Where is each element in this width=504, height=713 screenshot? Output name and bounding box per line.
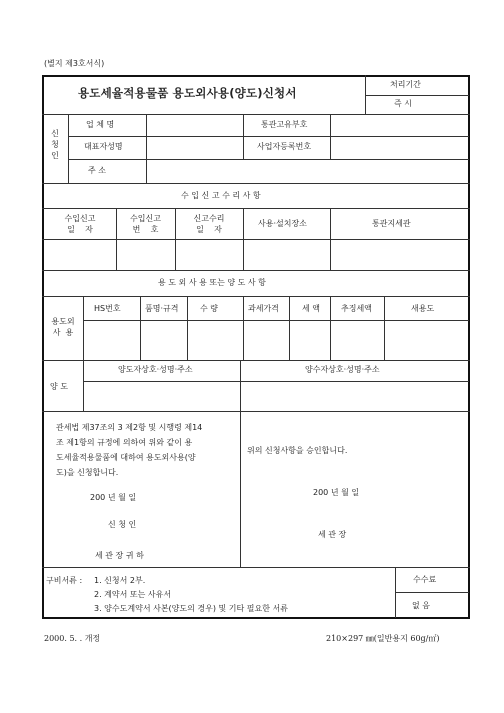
acceptance-date-header: 신고수리 일 자 — [193, 214, 225, 234]
usage-label-divider — [83, 296, 84, 411]
customs-code-label: 통관고유부호 — [261, 120, 308, 129]
processing-period-value: 즉 시 — [394, 99, 412, 108]
form-number: (별지 제3호서식) — [44, 59, 105, 68]
attachment-item-1: 1. 신청서 2부. — [94, 576, 146, 585]
applicant-col-divider-1 — [146, 114, 147, 183]
usage-col-divider-1 — [140, 296, 141, 360]
import-date-header: 수입신고 일 자 — [64, 214, 96, 234]
company-name-label: 업 체 명 — [86, 120, 115, 129]
paper-spec: 210×297 ㎜(일반용지 60g/㎡) — [326, 634, 440, 643]
applicant-label: 신 청 인 — [51, 129, 59, 160]
quantity-header: 수 량 — [200, 304, 218, 313]
usage-col-divider-5 — [330, 296, 331, 360]
usage-col-divider-4 — [289, 296, 290, 360]
transfer-head-line — [83, 381, 469, 382]
declaration-divider — [240, 411, 241, 567]
applicant-label-divider — [68, 114, 69, 183]
transferee-header: 양수자상호·성명·주소 — [305, 365, 380, 374]
import-colhead-line — [42, 239, 470, 240]
applicant-signature-label: 신 청 인 — [108, 520, 137, 529]
applicant-bottom-line — [42, 183, 470, 184]
usage-row-label: 용도외 사 용 — [51, 317, 75, 337]
business-reg-label: 사업자등록번호 — [257, 142, 312, 151]
declaration-date: 200 년 월 일 — [90, 493, 137, 502]
processing-divider — [365, 95, 469, 96]
declaration-bottom-line — [42, 567, 470, 568]
title-bottom-line — [42, 114, 470, 115]
representative-label: 대표자성명 — [84, 142, 123, 151]
customs-office-header: 통관지세관 — [372, 219, 411, 228]
transfer-label: 양 도 — [50, 382, 68, 391]
form-title: 용도세율적용물품 용도외사용(양도)신청서 — [78, 86, 297, 100]
fee-row-line — [395, 592, 469, 593]
declaration-text: 관세법 제37조의 3 제2항 및 시행령 제14 조 제1항의 규정에 의하여 위와 같이 용 도세율적용물품에 대하여 용도외사용(양 도)을 신청합니다. — [56, 423, 203, 477]
import-number-header: 수입신고 번 호 — [130, 214, 161, 234]
fee-label: 수수료 — [413, 575, 437, 584]
install-location-header: 사용·설치장소 — [258, 219, 307, 228]
import-col-divider-4 — [330, 208, 331, 270]
attachments-label: 구비서류 : — [46, 576, 83, 585]
import-header-line — [42, 208, 470, 209]
usage-header-line — [42, 296, 470, 297]
import-col-divider-3 — [243, 208, 244, 270]
transfer-bottom-line — [42, 411, 470, 412]
additional-tax-header: 추징세액 — [341, 304, 372, 313]
import-bottom-line — [42, 270, 470, 271]
applicant-row-line-2 — [68, 159, 469, 160]
processing-period-label: 처리기간 — [390, 80, 421, 89]
recipient-label: 세 관 장 귀 하 — [95, 551, 144, 560]
approval-date: 200 년 월 일 — [313, 488, 360, 497]
address-label: 주 소 — [88, 166, 106, 175]
tax-amount-header: 세 액 — [302, 304, 320, 313]
transfer-col-divider — [240, 360, 241, 411]
attachment-item-3: 3. 양수도계약서 사본(양도의 경우) 및 기타 필요한 서류 — [94, 604, 288, 613]
usage-bottom-line — [42, 360, 470, 361]
attachment-item-2: 2. 계약서 또는 사유서 — [94, 590, 172, 599]
fee-value: 없 음 — [412, 601, 430, 610]
customs-chief-label: 세 관 장 — [318, 530, 347, 539]
usage-col-divider-2 — [187, 296, 188, 360]
revision-note: 2000. 5. . 개정 — [44, 634, 101, 643]
taxable-price-header: 과세가격 — [248, 304, 279, 313]
usage-col-divider-3 — [243, 296, 244, 360]
table-right-border — [468, 75, 470, 619]
usage-col-divider-6 — [384, 296, 385, 360]
hs-number-header: HS번호 — [94, 304, 121, 313]
approval-text: 위의 신청사항을 승인합니다. — [247, 446, 348, 455]
usage-section-header: 용 도 외 사 용 또는 양 도 사 항 — [158, 278, 266, 287]
table-top-border — [42, 75, 470, 77]
applicant-row-line-1 — [68, 136, 469, 137]
table-left-border — [42, 75, 44, 619]
item-spec-header: 품명·규격 — [145, 304, 179, 313]
transferor-header: 양도자상호·성명·주소 — [118, 365, 193, 374]
import-section-header: 수 입 신 고 수 리 사 항 — [181, 191, 261, 200]
new-use-header: 새용도 — [411, 304, 435, 313]
table-bottom-border — [42, 617, 470, 619]
